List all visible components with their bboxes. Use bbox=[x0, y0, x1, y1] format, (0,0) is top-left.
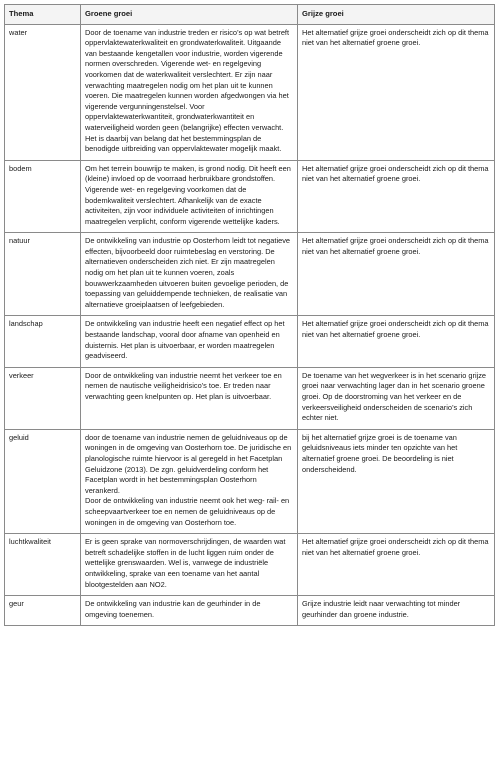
table-row bbox=[5, 534, 495, 596]
table-row bbox=[5, 596, 495, 626]
table-row bbox=[5, 367, 495, 429]
cell-groene-groei: Door de toename van industrie treden er risico’s op wat betreft oppervlaktewaterkwaliteit en grondwaterkwaliteit. Uitgaande van bestaande kengetallen voor industrie, worden vigerende normen overschreden. Vigerende wet- en regelgeving voorkomen dat de waterkwaliteit verslechtert. Er zijn naar verwachting maatregelen nodig om het plan uit te kunnen voeren. Die maatregelen kunnen worden afgedwongen via het vigerende vergunningenstelsel. Voor oppervlaktewaterkwantiteit, grondwaterkwantiteit en waterveiligheid worden geen (belangrijke) effecten verwacht. Het is daarbij van belang dat het bestemmingsplan de benodigde uitbreiding van oppervlaktewater mogelijk maakt. bbox=[81, 24, 298, 160]
cell-grijze-groei: Het alternatief grijze groei onderscheidt zich op dit thema niet van het alternatief groene groei. bbox=[298, 160, 495, 233]
cell-thema: verkeer bbox=[5, 367, 81, 429]
cell-groene-groei: door de toename van industrie nemen de geluidniveaus op de woningen in de omgeving van Oosterhorn toe. De juridische en planologische ruimte hiervoor is al geregeld in het Facetplan Geluidzone (2013). De zgn. geluidverdeling conform het Facetplan wordt in het bestemmingsplan Oosterhorn verankerd. Door de ontwikkeling van industrie neemt ook het weg- rail- en scheepvaartverkeer toe en nemen de geluidniveaus op de woningen in de omgeving van Oosterhorn toe. bbox=[81, 429, 298, 533]
cell-grijze-groei: De toename van het wegverkeer is in het scenario grijze groei naar verwachting lager dan in het scenario groene groei. Op de doorstroming van het verkeer en de verkeersveiligheid onderscheiden de scenario’s zich echter niet. bbox=[298, 367, 495, 429]
cell-thema: luchtkwaliteit bbox=[5, 534, 81, 596]
table-row bbox=[5, 316, 495, 367]
cell-grijze-groei: Het alternatief grijze groei onderscheidt zich op dit thema niet van het alternatief groene groei. bbox=[298, 534, 495, 596]
cell-thema: geur bbox=[5, 596, 81, 626]
cell-groene-groei: Door de ontwikkeling van industrie neemt het verkeer toe en nemen de nautische veiligheidrisico’s toe. Er treden naar verwachting geen knelpunten op. Het plan is uitvoerbaar. bbox=[81, 367, 298, 429]
cell-grijze-groei: Het alternatief grijze groei onderscheidt zich op dit thema niet van het alternatief groene groei. bbox=[298, 24, 495, 160]
cell-groene-groei: Om het terrein bouwrijp te maken, is grond nodig. Dit heeft een (kleine) invloed op de voorraad herbruikbare grondstoffen. Vigerende wet- en regelgeving voorkomen dat de bodemkwaliteit verslechtert. Afhankelijk van de exacte activiteiten, zijn voor individuele activiteiten of inrichtingen maatregelen verplicht, conform vigerende wettelijke kaders. bbox=[81, 160, 298, 233]
table-row bbox=[5, 24, 495, 160]
cell-thema: natuur bbox=[5, 233, 81, 316]
cell-groene-groei: De ontwikkeling van industrie op Oosterhorn leidt tot negatieve effecten, bijvoorbeeld door ruimtebeslag en verstoring. De alternatieven onderscheiden zich niet. Er zijn maatregelen nodig om het plan uit te kunnen voeren, zoals bouwwerkzaamheden uitvoeren buiten gevoelige perioden, de toepassing van geluiddempende technieken, de realisatie van alternatieve groeiplaatsen of leefgebieden. bbox=[81, 233, 298, 316]
cell-groene-groei: De ontwikkeling van industrie heeft een negatief effect op het bestaande landschap, vooral door afname van openheid en duisternis. Het plan is uitvoerbaar, er worden maatregelen geadviseerd. bbox=[81, 316, 298, 367]
table-row bbox=[5, 233, 495, 316]
cell-thema: bodem bbox=[5, 160, 81, 233]
header-grijze-groei: Grijze groei bbox=[298, 5, 495, 25]
table-row bbox=[5, 429, 495, 533]
cell-thema: landschap bbox=[5, 316, 81, 367]
cell-groene-groei: De ontwikkeling van industrie kan de geurhinder in de omgeving toenemen. bbox=[81, 596, 298, 626]
header-thema: Thema bbox=[5, 5, 81, 25]
table-row bbox=[5, 160, 495, 233]
cell-thema: water bbox=[5, 24, 81, 160]
cell-groene-groei: Er is geen sprake van normoverschrijdingen, de waarden wat betreft schadelijke stoffen in de lucht liggen ruim onder de wettelijke grenswaarden. Wel is, vanwege de industriële ontwikkeling, sprake van een toename van het aantal blootgestelden aan NO2. bbox=[81, 534, 298, 596]
cell-thema: geluid bbox=[5, 429, 81, 533]
cell-grijze-groei: Grijze industrie leidt naar verwachting tot minder geurhinder dan groene industrie. bbox=[298, 596, 495, 626]
effects-comparison-table bbox=[4, 4, 495, 626]
table-header-row bbox=[5, 5, 495, 25]
cell-grijze-groei: Het alternatief grijze groei onderscheidt zich op dit thema niet van het alternatief groene groei. bbox=[298, 316, 495, 367]
header-groene-groei: Groene groei bbox=[81, 5, 298, 25]
cell-grijze-groei: Het alternatief grijze groei onderscheidt zich op dit thema niet van het alternatief groene groei. bbox=[298, 233, 495, 316]
cell-grijze-groei: bij het alternatief grijze groei is de toename van geluidsniveaus iets minder ten opzichte van het alternatief groene groei. De beoordeling is niet onderscheidend. bbox=[298, 429, 495, 533]
